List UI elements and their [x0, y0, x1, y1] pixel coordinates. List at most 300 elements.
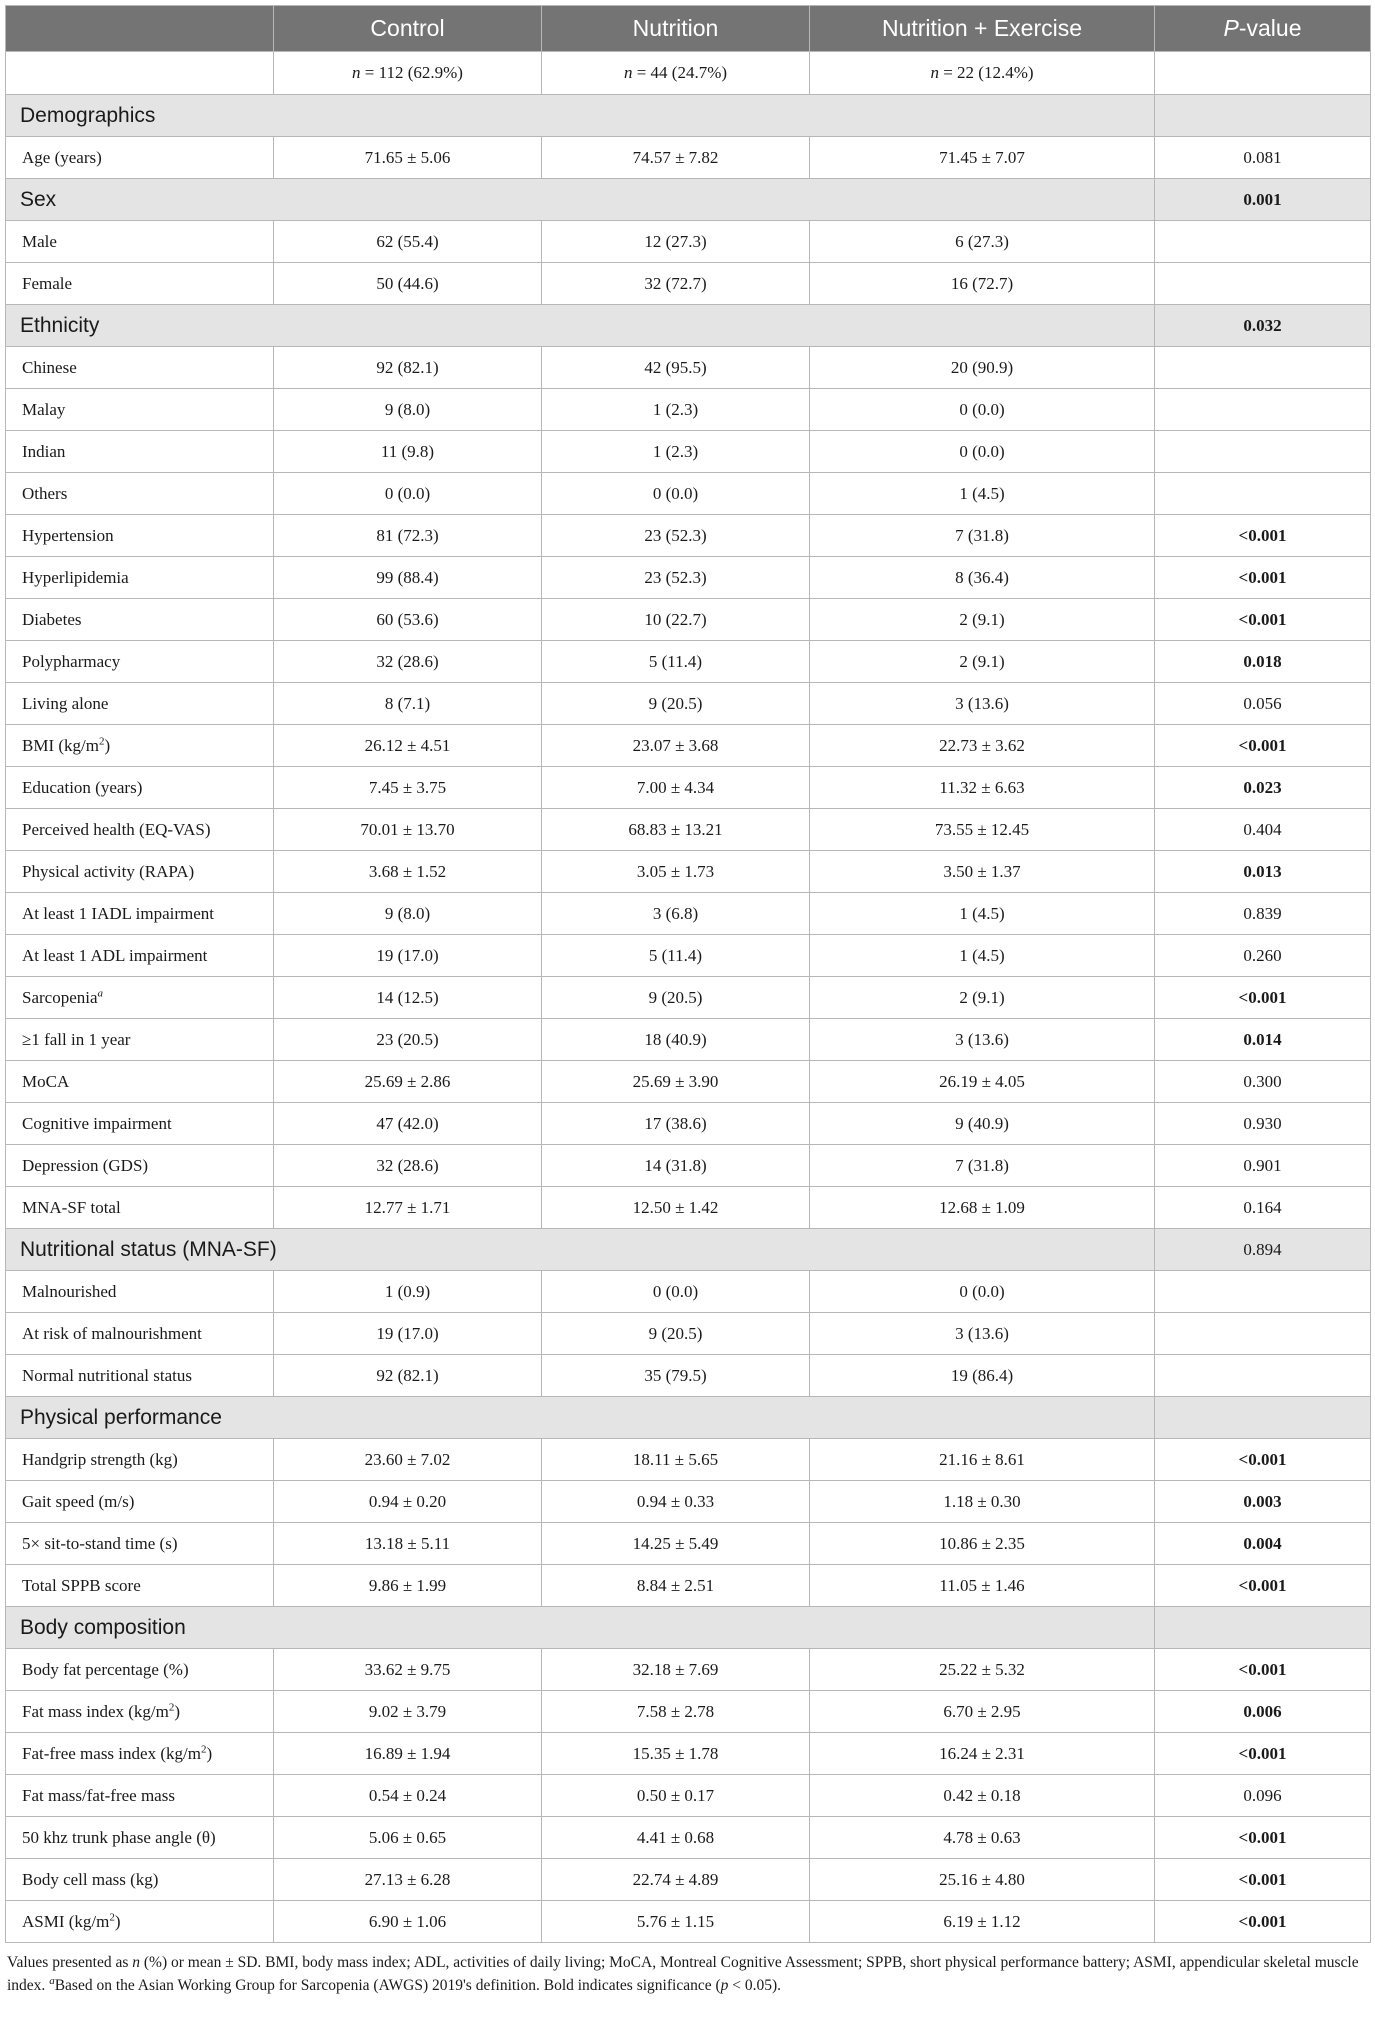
pvalue-letter: P [1223, 15, 1239, 41]
nutrition-value: 35 (79.5) [542, 1355, 810, 1397]
table-row [6, 1523, 1371, 1565]
pvalue: <0.001 [1155, 1649, 1371, 1691]
footnote-superscript: a [49, 1974, 55, 1987]
control-value: 33.62 ± 9.75 [274, 1649, 542, 1691]
section-row-ethnicity [6, 305, 1371, 347]
nutrition-exercise-value: 16.24 ± 2.31 [810, 1733, 1155, 1775]
pvalue: <0.001 [1155, 1817, 1371, 1859]
row-label [6, 1565, 274, 1607]
row-label-text: Education (years) [22, 777, 143, 797]
nutrition-exercise-value: 3.50 ± 1.37 [810, 851, 1155, 893]
nutrition-exercise-value: 0.42 ± 0.18 [810, 1775, 1155, 1817]
nutrition-exercise-value: 2 (9.1) [810, 641, 1155, 683]
section-pvalue [1155, 95, 1371, 137]
row-label-suffix: ) [206, 1743, 213, 1763]
nutrition-value: 7.00 ± 4.34 [542, 767, 810, 809]
control-value: 92 (82.1) [274, 1355, 542, 1397]
nutrition-value: 17 (38.6) [542, 1103, 810, 1145]
section-label: Ethnicity [6, 305, 1155, 347]
table-row [6, 893, 1371, 935]
nutrition-value: 3.05 ± 1.73 [542, 851, 810, 893]
pvalue: <0.001 [1155, 1565, 1371, 1607]
pvalue: <0.001 [1155, 1859, 1371, 1901]
nutrition-value: 10 (22.7) [542, 599, 810, 641]
table-row [6, 1691, 1371, 1733]
pvalue [1155, 1313, 1371, 1355]
control-value: 32 (28.6) [274, 1145, 542, 1187]
row-label [6, 221, 274, 263]
control-value: 0.94 ± 0.20 [274, 1481, 542, 1523]
n-symbol: n [930, 63, 939, 82]
nutrition-exercise-value: 12.68 ± 1.09 [810, 1187, 1155, 1229]
nutrition-exercise-value: 1.18 ± 0.30 [810, 1481, 1155, 1523]
pvalue: 0.300 [1155, 1061, 1371, 1103]
nutrition-value: 23 (52.3) [542, 557, 810, 599]
row-label-superscript: 2 [98, 734, 105, 747]
control-value: 23 (20.5) [274, 1019, 542, 1061]
row-label-suffix: ) [104, 735, 111, 755]
nutrition-exercise-value: 6 (27.3) [810, 221, 1155, 263]
pvalue [1155, 1271, 1371, 1313]
control-value: 19 (17.0) [274, 1313, 542, 1355]
baseline-characteristics-table [5, 5, 1371, 1943]
nutrition-exercise-value: 71.45 ± 7.07 [810, 137, 1155, 179]
header-control: Control [274, 6, 542, 52]
control-value: 23.60 ± 7.02 [274, 1439, 542, 1481]
row-label [6, 1145, 274, 1187]
pvalue: <0.001 [1155, 1733, 1371, 1775]
row-label-text: 50 khz trunk phase angle (θ) [22, 1827, 216, 1847]
nutrition-exercise-value: 73.55 ± 12.45 [810, 809, 1155, 851]
row-label [6, 1061, 274, 1103]
row-label-text: Hyperlipidemia [22, 567, 129, 587]
row-label [6, 557, 274, 599]
nutrition-exercise-value: 0 (0.0) [810, 389, 1155, 431]
header-blank [6, 6, 274, 52]
nutrition-value: 23 (52.3) [542, 515, 810, 557]
nutrition-exercise-value: 8 (36.4) [810, 557, 1155, 599]
table-row [6, 599, 1371, 641]
nutrition-exercise-value: 11.05 ± 1.46 [810, 1565, 1155, 1607]
pvalue [1155, 221, 1371, 263]
control-value: 9 (8.0) [274, 389, 542, 431]
pvalue: 0.013 [1155, 851, 1371, 893]
nutrition-exercise-value: 25.22 ± 5.32 [810, 1649, 1155, 1691]
table-row [6, 557, 1371, 599]
pvalue: 0.056 [1155, 683, 1371, 725]
nutrition-value: 0.50 ± 0.17 [542, 1775, 810, 1817]
table-row [6, 1355, 1371, 1397]
row-label-superscript: a [97, 986, 104, 999]
footnote-n: n [132, 1954, 140, 1971]
nutrition-value: 5 (11.4) [542, 641, 810, 683]
pvalue: 0.006 [1155, 1691, 1371, 1733]
section-pvalue: 0.032 [1155, 305, 1371, 347]
footnote-text: (%) or mean ± SD. BMI, body mass index; ADL, activities of daily living; MoCA, Montreal Cognitive Assessment; SPPB, short physical performance battery; ASMI, appendicular skeletal muscle index. [7, 1954, 1359, 1994]
nutrition-exercise-value: 19 (86.4) [810, 1355, 1155, 1397]
section-row-sex [6, 179, 1371, 221]
pvalue: <0.001 [1155, 977, 1371, 1019]
section-row-physical-performance [6, 1397, 1371, 1439]
row-label-text: Handgrip strength (kg) [22, 1449, 178, 1469]
row-label-text: At least 1 ADL impairment [22, 945, 208, 965]
header-nutrition: Nutrition [542, 6, 810, 52]
control-value: 0.54 ± 0.24 [274, 1775, 542, 1817]
table-container [5, 5, 1370, 1997]
row-label [6, 725, 274, 767]
table-row [6, 221, 1371, 263]
nutrition-value: 5.76 ± 1.15 [542, 1901, 810, 1943]
table-row [6, 767, 1371, 809]
nutrition-exercise-value: 3 (13.6) [810, 683, 1155, 725]
row-label [6, 767, 274, 809]
nutrition-value: 22.74 ± 4.89 [542, 1859, 810, 1901]
table-row [6, 263, 1371, 305]
nutrition-value: 42 (95.5) [542, 347, 810, 389]
control-value: 8 (7.1) [274, 683, 542, 725]
table-row [6, 851, 1371, 893]
row-label-text: Depression (GDS) [22, 1155, 149, 1175]
nutrition-value: 23.07 ± 3.68 [542, 725, 810, 767]
row-label [6, 1859, 274, 1901]
row-label-text: Age (years) [22, 147, 102, 167]
row-label [6, 1901, 274, 1943]
nutrition-exercise-value: 22.73 ± 3.62 [810, 725, 1155, 767]
control-value: 92 (82.1) [274, 347, 542, 389]
pvalue [1155, 1355, 1371, 1397]
pvalue: 0.004 [1155, 1523, 1371, 1565]
table-row [6, 725, 1371, 767]
nutrition-value: 0.94 ± 0.33 [542, 1481, 810, 1523]
row-label [6, 1817, 274, 1859]
pvalue [1155, 347, 1371, 389]
table-row [6, 977, 1371, 1019]
nutrition-exercise-value: 1 (4.5) [810, 893, 1155, 935]
section-row-demographics [6, 95, 1371, 137]
nutrition-exercise-value: 6.19 ± 1.12 [810, 1901, 1155, 1943]
control-value: 7.45 ± 3.75 [274, 767, 542, 809]
nutrition-exercise-value: 1 (4.5) [810, 935, 1155, 977]
row-label [6, 977, 274, 1019]
nutrition-exercise-value: 2 (9.1) [810, 977, 1155, 1019]
section-label: Sex [6, 179, 1155, 221]
nutrition-exercise-value: 0 (0.0) [810, 431, 1155, 473]
control-value: 9.02 ± 3.79 [274, 1691, 542, 1733]
pvalue: <0.001 [1155, 557, 1371, 599]
nutrition-exercise-value: 10.86 ± 2.35 [810, 1523, 1155, 1565]
section-label: Demographics [6, 95, 1155, 137]
nutrition-value: 18.11 ± 5.65 [542, 1439, 810, 1481]
section-row-nutritional-status-mna-sf [6, 1229, 1371, 1271]
control-value: 60 (53.6) [274, 599, 542, 641]
nutrition-value: 14 (31.8) [542, 1145, 810, 1187]
nutrition-exercise-value: 7 (31.8) [810, 515, 1155, 557]
row-label-text: MNA-SF total [22, 1197, 121, 1217]
pvalue [1155, 389, 1371, 431]
n-value: = 22 (12.4%) [943, 63, 1034, 82]
row-label [6, 599, 274, 641]
row-label-text: At least 1 IADL impairment [22, 903, 214, 923]
row-label-text: ASMI (kg/m [22, 1911, 110, 1931]
nutrition-value: 0 (0.0) [542, 473, 810, 515]
table-row [6, 431, 1371, 473]
nutrition-value: 32 (72.7) [542, 263, 810, 305]
pvalue: 0.003 [1155, 1481, 1371, 1523]
sample-size-nutrition [542, 52, 810, 95]
control-value: 70.01 ± 13.70 [274, 809, 542, 851]
section-pvalue: 0.001 [1155, 179, 1371, 221]
nutrition-exercise-value: 1 (4.5) [810, 473, 1155, 515]
row-label-text: MoCA [22, 1071, 70, 1091]
row-label-text: Fat mass/fat-free mass [22, 1785, 175, 1805]
table-row [6, 389, 1371, 431]
sample-size-row [6, 52, 1371, 95]
pvalue: 0.839 [1155, 893, 1371, 935]
pvalue: <0.001 [1155, 1901, 1371, 1943]
control-value: 9.86 ± 1.99 [274, 1565, 542, 1607]
row-label [6, 347, 274, 389]
row-label [6, 1523, 274, 1565]
nutrition-value: 1 (2.3) [542, 389, 810, 431]
row-label [6, 137, 274, 179]
row-label-text: Body fat percentage (%) [22, 1659, 189, 1679]
sample-size-pvalue-blank [1155, 52, 1371, 95]
control-value: 26.12 ± 4.51 [274, 725, 542, 767]
nutrition-value: 7.58 ± 2.78 [542, 1691, 810, 1733]
row-label-text: BMI (kg/m [22, 735, 99, 755]
table-row [6, 1733, 1371, 1775]
row-label-text: Male [22, 231, 57, 251]
row-label [6, 263, 274, 305]
row-label-text: Normal nutritional status [22, 1365, 192, 1385]
nutrition-value: 25.69 ± 3.90 [542, 1061, 810, 1103]
control-value: 71.65 ± 5.06 [274, 137, 542, 179]
row-label-text: Others [22, 483, 68, 503]
pvalue: <0.001 [1155, 599, 1371, 641]
nutrition-exercise-value: 4.78 ± 0.63 [810, 1817, 1155, 1859]
row-label-superscript: 2 [109, 1910, 115, 1923]
nutrition-exercise-value: 3 (13.6) [810, 1313, 1155, 1355]
row-label [6, 1481, 274, 1523]
row-label [6, 431, 274, 473]
row-label-superscript: 2 [168, 1700, 175, 1713]
table-row [6, 809, 1371, 851]
pvalue: 0.096 [1155, 1775, 1371, 1817]
n-value: = 44 (24.7%) [636, 63, 728, 82]
nutrition-exercise-value: 26.19 ± 4.05 [810, 1061, 1155, 1103]
nutrition-value: 15.35 ± 1.78 [542, 1733, 810, 1775]
row-label-text: Sarcopenia [22, 987, 98, 1007]
section-label: Physical performance [6, 1397, 1155, 1439]
control-value: 11 (9.8) [274, 431, 542, 473]
row-label-text: Hypertension [22, 525, 114, 545]
row-label-text: Gait speed (m/s) [22, 1491, 135, 1511]
pvalue: 0.930 [1155, 1103, 1371, 1145]
pvalue: <0.001 [1155, 1439, 1371, 1481]
footnote-text: < 0.05). [728, 1977, 782, 1994]
pvalue: 0.260 [1155, 935, 1371, 977]
control-value: 5.06 ± 0.65 [274, 1817, 542, 1859]
header-pvalue [1155, 6, 1371, 52]
row-label-text: Chinese [22, 357, 77, 377]
nutrition-value: 9 (20.5) [542, 1313, 810, 1355]
nutrition-value: 5 (11.4) [542, 935, 810, 977]
control-value: 6.90 ± 1.06 [274, 1901, 542, 1943]
row-label-text: Malnourished [22, 1281, 117, 1301]
nutrition-value: 18 (40.9) [542, 1019, 810, 1061]
table-row [6, 1187, 1371, 1229]
row-label [6, 935, 274, 977]
nutrition-value: 12.50 ± 1.42 [542, 1187, 810, 1229]
n-symbol: n [352, 63, 361, 82]
table-row [6, 137, 1371, 179]
table-row [6, 1019, 1371, 1061]
row-label-superscript: 2 [200, 1742, 207, 1755]
control-value: 13.18 ± 5.11 [274, 1523, 542, 1565]
control-value: 9 (8.0) [274, 893, 542, 935]
nutrition-exercise-value: 11.32 ± 6.63 [810, 767, 1155, 809]
pvalue: 0.023 [1155, 767, 1371, 809]
table-row [6, 1649, 1371, 1691]
row-label-text: Cognitive impairment [22, 1113, 172, 1133]
table-row [6, 1859, 1371, 1901]
table-footnote [5, 1943, 1369, 1997]
control-value: 99 (88.4) [274, 557, 542, 599]
table-row [6, 1481, 1371, 1523]
control-value: 0 (0.0) [274, 473, 542, 515]
row-label-text: Polypharmacy [22, 651, 121, 671]
pvalue: 0.164 [1155, 1187, 1371, 1229]
row-label [6, 809, 274, 851]
control-value: 14 (12.5) [274, 977, 542, 1019]
table-row [6, 347, 1371, 389]
nutrition-exercise-value: 3 (13.6) [810, 1019, 1155, 1061]
nutrition-exercise-value: 0 (0.0) [810, 1271, 1155, 1313]
pvalue: 0.901 [1155, 1145, 1371, 1187]
section-row-body-composition [6, 1607, 1371, 1649]
table-row [6, 1775, 1371, 1817]
row-label [6, 473, 274, 515]
table-row [6, 473, 1371, 515]
row-label-text: Total SPPB score [22, 1575, 141, 1595]
row-label-text: Malay [22, 399, 66, 419]
row-label [6, 1733, 274, 1775]
sample-size-blank [6, 52, 274, 95]
header-row [6, 6, 1371, 52]
row-label [6, 893, 274, 935]
pvalue: 0.081 [1155, 137, 1371, 179]
nutrition-value: 68.83 ± 13.21 [542, 809, 810, 851]
row-label [6, 1103, 274, 1145]
row-label [6, 515, 274, 557]
row-label-text: Female [22, 273, 73, 293]
row-label-text: At risk of malnourishment [22, 1323, 202, 1343]
nutrition-value: 14.25 ± 5.49 [542, 1523, 810, 1565]
table-row [6, 1271, 1371, 1313]
nutrition-exercise-value: 9 (40.9) [810, 1103, 1155, 1145]
row-label-text: Fat-free mass index (kg/m [22, 1743, 201, 1763]
table-row [6, 515, 1371, 557]
nutrition-exercise-value: 21.16 ± 8.61 [810, 1439, 1155, 1481]
section-pvalue: 0.894 [1155, 1229, 1371, 1271]
pvalue-suffix: -value [1238, 15, 1302, 41]
n-symbol: n [623, 63, 633, 82]
table-row [6, 935, 1371, 977]
pvalue: 0.018 [1155, 641, 1371, 683]
row-label [6, 1355, 274, 1397]
row-label [6, 641, 274, 683]
row-label-text: Diabetes [22, 609, 82, 629]
row-label [6, 851, 274, 893]
nutrition-value: 8.84 ± 2.51 [542, 1565, 810, 1607]
pvalue [1155, 431, 1371, 473]
section-pvalue [1155, 1397, 1371, 1439]
row-label-text: Living alone [22, 693, 109, 713]
row-label-text: Body cell mass (kg) [22, 1869, 159, 1889]
row-label [6, 1271, 274, 1313]
nutrition-value: 12 (27.3) [542, 221, 810, 263]
table-row [6, 1439, 1371, 1481]
control-value: 27.13 ± 6.28 [274, 1859, 542, 1901]
pvalue: <0.001 [1155, 515, 1371, 557]
control-value: 62 (55.4) [274, 221, 542, 263]
pvalue: 0.014 [1155, 1019, 1371, 1061]
table-row [6, 1103, 1371, 1145]
nutrition-value: 3 (6.8) [542, 893, 810, 935]
nutrition-exercise-value: 7 (31.8) [810, 1145, 1155, 1187]
nutrition-value: 9 (20.5) [542, 683, 810, 725]
table-body [6, 52, 1371, 1943]
control-value: 19 (17.0) [274, 935, 542, 977]
row-label [6, 1649, 274, 1691]
control-value: 3.68 ± 1.52 [274, 851, 542, 893]
control-value: 25.69 ± 2.86 [274, 1061, 542, 1103]
row-label [6, 1313, 274, 1355]
header-nutrition-exercise: Nutrition + Exercise [810, 6, 1155, 52]
row-label-text: Perceived health (EQ-VAS) [22, 819, 211, 839]
row-label-text: Physical activity (RAPA) [22, 861, 195, 881]
table-row [6, 683, 1371, 725]
table-row [6, 1313, 1371, 1355]
nutrition-value: 74.57 ± 7.82 [542, 137, 810, 179]
row-label [6, 1439, 274, 1481]
footnote-text: Based on the Asian Working Group for Sarcopenia (AWGS) 2019's definition. Bold indicates significance ( [54, 1977, 721, 1994]
section-label: Nutritional status (MNA-SF) [6, 1229, 1155, 1271]
control-value: 50 (44.6) [274, 263, 542, 305]
row-label-text: Fat mass index (kg/m [22, 1701, 169, 1721]
sample-size-nutrition-exercise [810, 52, 1155, 95]
pvalue: 0.404 [1155, 809, 1371, 851]
pvalue [1155, 263, 1371, 305]
row-label [6, 1775, 274, 1817]
nutrition-value: 32.18 ± 7.69 [542, 1649, 810, 1691]
pvalue [1155, 473, 1371, 515]
row-label-text: ≥1 fall in 1 year [22, 1029, 131, 1049]
section-pvalue [1155, 1607, 1371, 1649]
nutrition-exercise-value: 25.16 ± 4.80 [810, 1859, 1155, 1901]
table-row [6, 1565, 1371, 1607]
nutrition-exercise-value: 2 (9.1) [810, 599, 1155, 641]
row-label [6, 1019, 274, 1061]
nutrition-exercise-value: 6.70 ± 2.95 [810, 1691, 1155, 1733]
table-row [6, 1901, 1371, 1943]
nutrition-exercise-value: 16 (72.7) [810, 263, 1155, 305]
table-row [6, 1061, 1371, 1103]
control-value: 1 (0.9) [274, 1271, 542, 1313]
control-value: 16.89 ± 1.94 [274, 1733, 542, 1775]
control-value: 81 (72.3) [274, 515, 542, 557]
pvalue: <0.001 [1155, 725, 1371, 767]
